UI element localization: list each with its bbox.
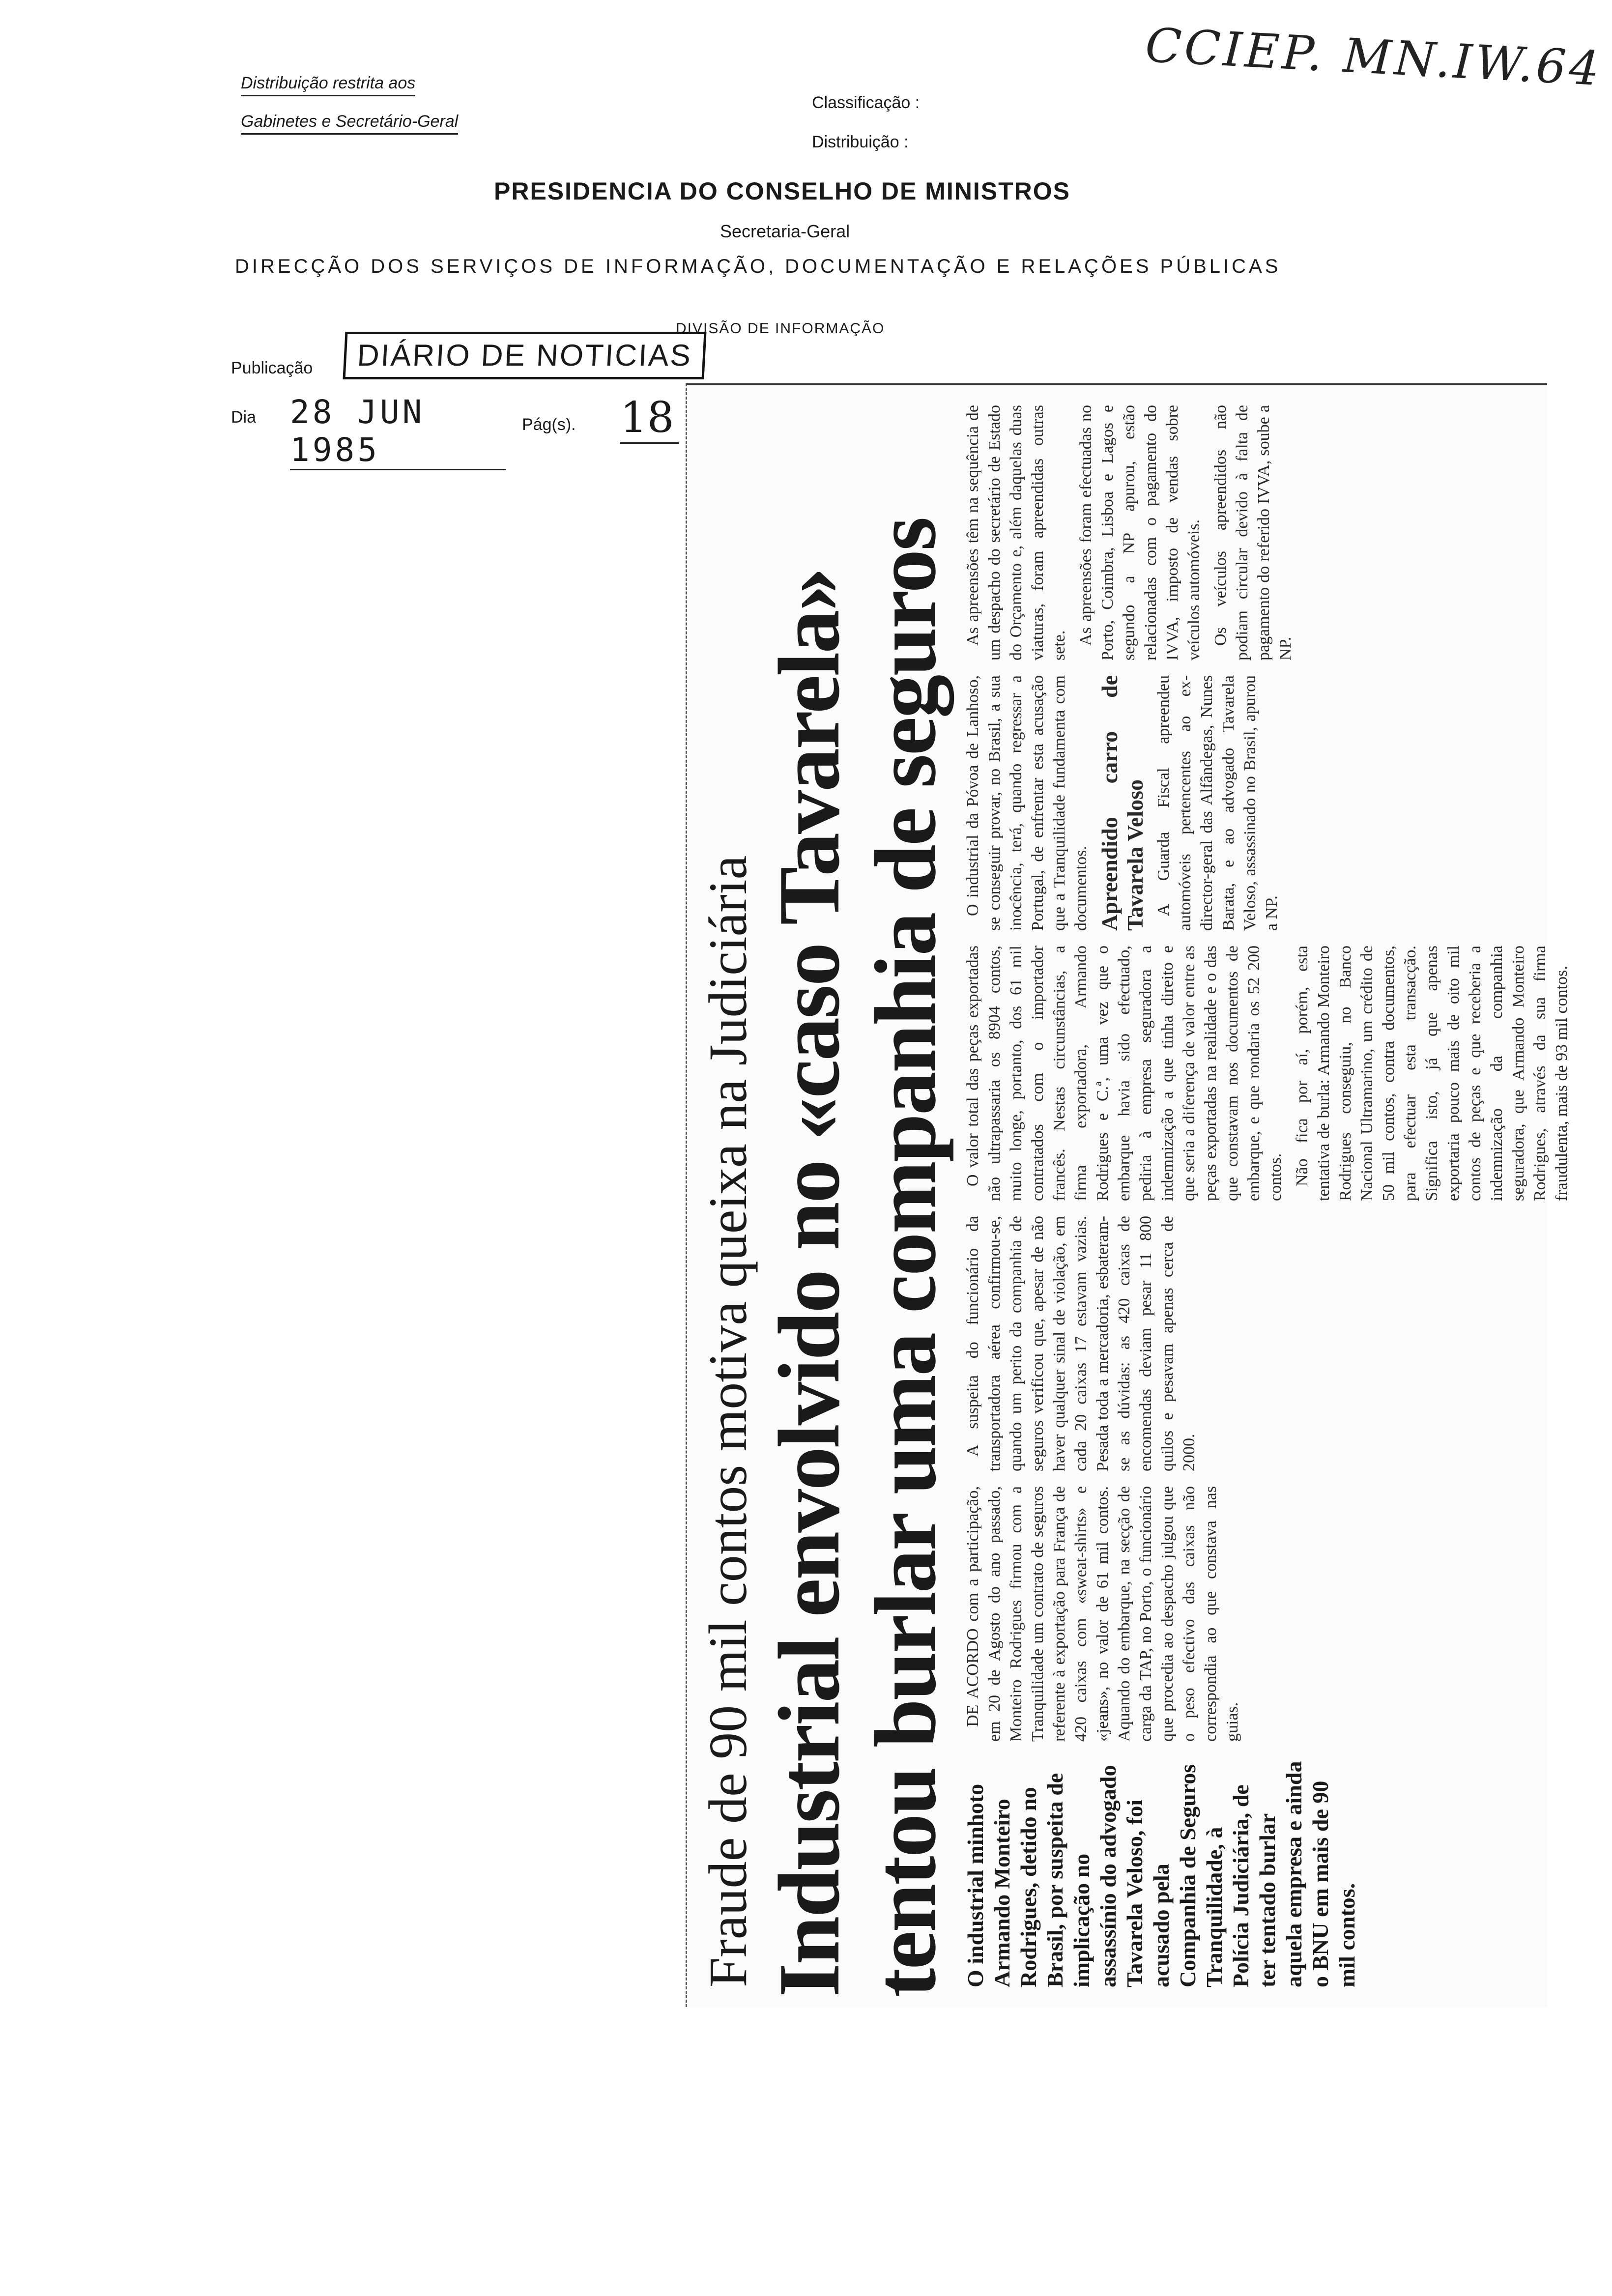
secretariat: Secretaria-Geral <box>720 221 850 241</box>
pages-label: Pág(s). <box>522 415 576 434</box>
headline-line-2: tentou burlar uma companhia de seguros <box>857 518 954 1997</box>
newspaper-clipping <box>686 383 1571 2007</box>
publication-name-stamp: DIÁRIO DE NOTICIAS <box>343 332 706 379</box>
day-label: Dia <box>231 408 257 427</box>
distribution-restricted-line1: Distribuição restrita aos <box>241 74 415 96</box>
article-headline <box>761 395 953 1997</box>
publication-date: 28 JUN 1985 <box>290 393 506 470</box>
column-5-text: As apreensões têm na sequência de um despacho do secretário de Estado do Orçamento e, além daquelas duas viaturas, foram apreendidas outras sete. <box>964 405 1068 660</box>
column-2-text: A suspeita do funcionário da transportadora aérea confirmou-se, quando um perito da companhia de seguros verificou que, apesar de não haver qualquer sinal de violação, em cada 20 caixas 17 estavam vazias. Pesada toda a mercadoria, esbateram-se as dúvidas: as 420 caixas de encomendas deviam pesar 11 800 quilos e pesavam apenas cerca de 2000. <box>964 1216 1198 1471</box>
article-kicker: Fraude de 90 mil contos motiva queixa na Judiciária <box>698 855 758 1987</box>
distribution-label: Distribuição : <box>812 133 909 151</box>
article-subhead: Apreendido carro de Tavarela Veloso <box>1097 675 1148 931</box>
column-4-text-b: A Guarda Fiscal apreendeu automóveis pertencentes ao ex-director-geral das Alfândegas, Nunes Barata, e ao advogado Tavarela Veloso, assassinado no Brasil, apurou a NP. <box>1154 675 1281 931</box>
office-title: PRESIDENCIA DO CONSELHO DE MINISTROS <box>494 177 1071 205</box>
article-lead: O industrial minhoto Armando Monteiro Rodrigues, detido no Brasil, por suspeita de implicação no assassínio do advogado Tavarela Veloso, foi acusado pela Companhia de Seguros Tranquilidade, à Polícia Judiciária, de ter tentado burlar aquela empresa e ainda o BNU em mais de 90 mil contos. <box>963 1761 1359 1987</box>
distribution-restricted-line2: Gabinetes e Secretário-Geral <box>241 112 458 135</box>
column-3-text: O valor total das peças exportadas não ultrapassaria os 8904 contos, muito longe, portanto, dos 61 mil contratados com o importador francês. Nestas circunstâncias, a firma exportadora, Armando Rodrigues e C.ª, uma vez que o embarque havia sido efectuado, pediria à empresa seguradora a indemnização a que tinha direito e que seria a diferença de valor entre as peças exportadas na realidade e o das que constavam nos documentos de embarque, e que rondaria os 52 200 contos. <box>964 946 1285 1201</box>
article-column-5 <box>962 405 1301 660</box>
column-1-text: DE ACORDO com a participação, em 20 de Agosto do ano passado, Monteiro Rodrigues firmou com a Tranquilidade um contrato de seguros referente à exportação para França de 420 caixas com «sweat-shirts» e «jeans», no valor de 61 mil contos. Aquando do embarque, na secção de carga da TAP, no Porto, o funcionário que procedia ao despacho julgou que o peso efectivo das caixas não correspondia ao que constava nas guias. <box>964 1486 1241 1742</box>
column-5-text-c: Os veículos apreendidos não podiam circular devido à falta de pagamento do referido IVVA, soube a NP. <box>1211 405 1295 660</box>
headline-line-1: Industrial envolvido no «caso Tavarela» <box>760 569 858 1997</box>
classification-label: Classificação : <box>812 93 920 112</box>
division-name: DIVISÃO DE INFORMAÇÃO <box>676 320 885 337</box>
publication-label: Publicação <box>231 359 313 377</box>
handwritten-reference: CCIEP. MN.IW.64 <box>1144 17 1604 97</box>
article-column-3 <box>962 946 1578 1201</box>
clipping-content <box>687 385 1571 2007</box>
article-column-2 <box>962 1216 1205 1471</box>
page-number: 18 <box>620 393 679 444</box>
column-5-text-b: As apreensões foram efectuadas no Porto, Coimbra, Lisboa e Lagos e segundo a NP apurou, estão relacionadas com o pagamento do IVVA, imposto de vendas sobre veículos automóveis. <box>1077 405 1203 660</box>
column-4-text: O industrial da Póvoa de Lanhoso, se conseguir provar, no Brasil, a sua inocência, terá, quando regressar a Portugal, de enfrentar esta acusação que a Tranquilidade fundamenta com documentos. <box>964 675 1090 931</box>
column-3-text-b: Não fica por aí, porém, esta tentativa de burla: Armando Monteiro Rodrigues conseguiu, no Banco Nacional Ultramarino, um crédito de 50 mil contos, contra documentos, para efectuar esta transacção. Significa isto, já que apenas exportaria pouco mais de oito mil contos de peças e que receberia a indemnização da companhia seguradora, que Armando Monteiro Rodrigues, através da sua firma fraudulenta, mais de 93 mil contos. <box>1293 946 1571 1201</box>
article-column-4 <box>962 675 1288 931</box>
department-name: DIRECÇÃO DOS SERVIÇOS DE INFORMAÇÃO, DOCUMENTAÇÃO E RELAÇÕES PÚBLICAS <box>235 256 1281 277</box>
article-column-1 <box>962 1486 1248 1742</box>
